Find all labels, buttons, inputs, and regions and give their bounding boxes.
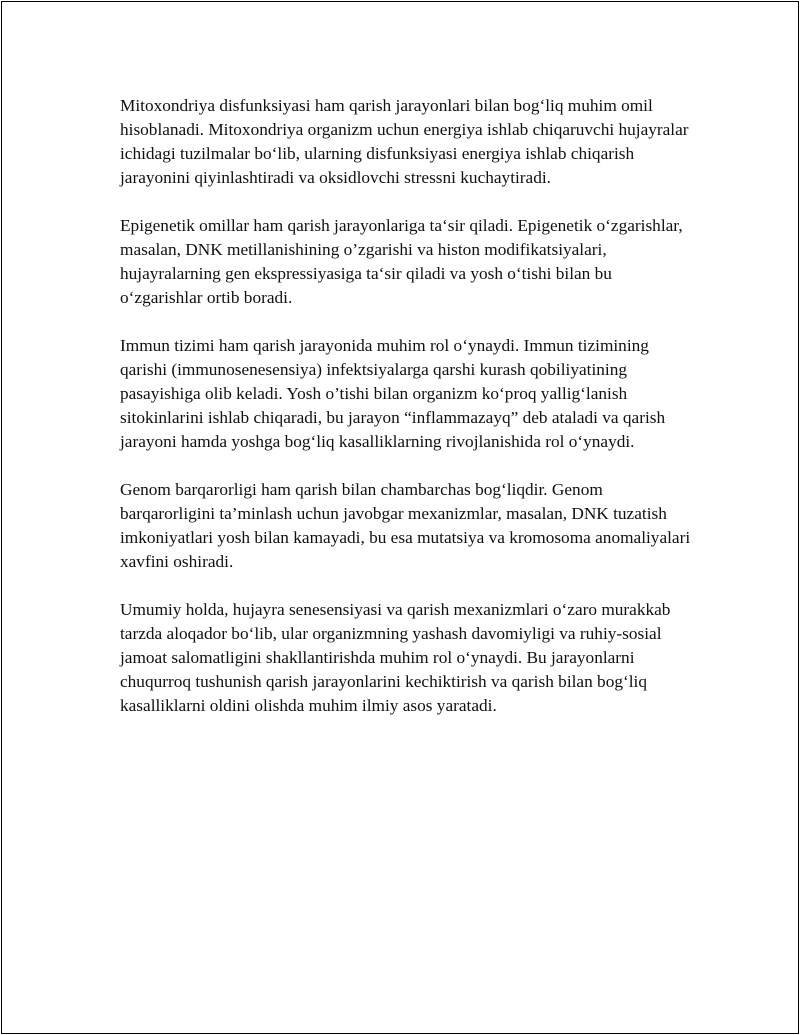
paragraph-mitochondria: Mitoxondriya disfunksiyasi ham qarish jarayonlari bilan bog‘liq muhim omil hisoblanadi. Mitoxondriya organizm uchun energiya ishlab chiqaruvchi hujayralar ichidagi tuzilmalar bo‘lib, ularning disfunksiyasi energiya ishlab chiqarish jarayonini qiyinlashtiradi va oksidlovchi stressni kuchaytiradi. <box>120 96 689 187</box>
paragraph-conclusion: Umumiy holda, hujayra senesensiyasi va qarish mexanizmlari o‘zaro murakkab tarzda aloqador bo‘lib, ular organizmning yashash davomiyligi va ruhiy-sosial jamoat salomatligini shakllantirishda muhim rol o‘ynaydi. Bu jarayonlarni chuqurroq tushunish qarish jarayonlarini kechiktirish va qarish bilan bog‘liq kasalliklarni oldini olishda muhim ilmiy asos yaratadi. <box>120 600 671 715</box>
paragraph-genome-stability: Genom barqarorligi ham qarish bilan chambarchas bog‘liqdir. Genom barqarorligini ta’minlash uchun javobgar mexanizmlar, masalan, DNK tuzatish imkoniyatlari yosh bilan kamayadi, bu esa mutatsiya va kromosoma anomaliyalari xavfini oshiradi. <box>120 480 691 571</box>
paragraph-epigenetics: Epigenetik omillar ham qarish jarayonlariga ta‘sir qiladi. Epigenetik o‘zgarishlar, masalan, DNK metillanishining o’zgarishi va histon modifikatsiyalari, hujayralarning gen ekspressiyasiga ta‘sir qiladi va yosh o‘tishi bilan bu o‘zgarishlar ortib boradi. <box>120 216 683 307</box>
document-page <box>1 1 799 1034</box>
document-body <box>120 94 692 742</box>
paragraph-immune-system: Immun tizimi ham qarish jarayonida muhim rol o‘ynaydi. Immun tizimining qarishi (immunosenesensiya) infektsiyalarga qarshi kurash qobiliyatining pasayishiga olib keladi. Yosh o’tishi bilan organizm ko‘proq yallig‘lanish sitokinlarini ishlab chiqaradi, bu jarayon “inflammazayq” deb ataladi va qarish jarayoni hamda yoshga bog‘liq kasalliklarning rivojlanishida rol o‘ynaydi. <box>120 336 666 451</box>
